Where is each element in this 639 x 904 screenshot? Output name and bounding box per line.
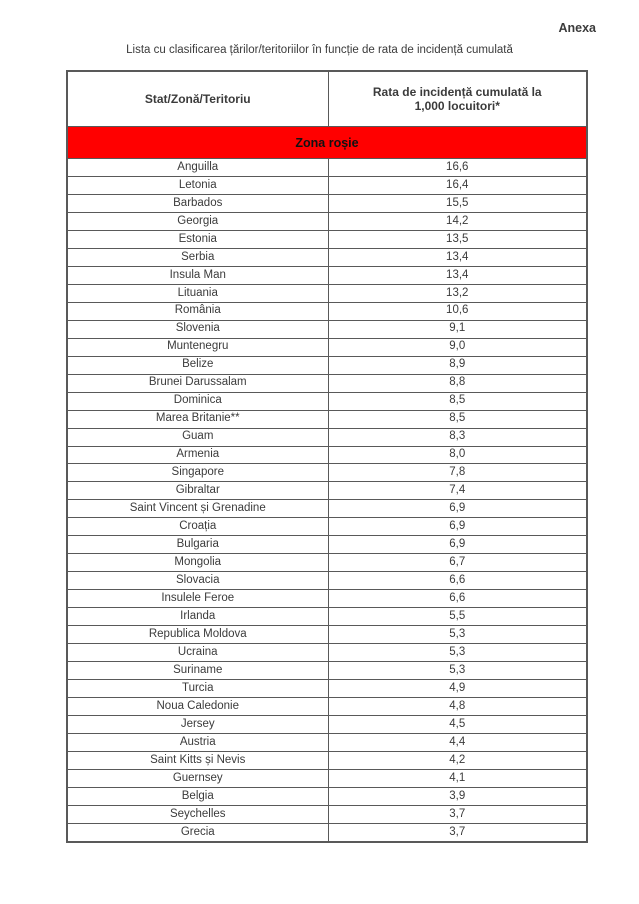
table-row: [67, 518, 587, 536]
zone-band-row: [67, 127, 587, 159]
rate-cell: 8,5: [328, 410, 587, 428]
country-cell: Bulgaria: [67, 536, 328, 554]
rate-cell: 6,9: [328, 536, 587, 554]
table-row: [67, 176, 587, 194]
red-zone-band: Zona roșie: [67, 127, 587, 159]
rate-cell: 3,7: [328, 823, 587, 841]
rate-cell: 3,7: [328, 805, 587, 823]
country-cell: Mongolia: [67, 554, 328, 572]
country-cell: Letonia: [67, 176, 328, 194]
country-cell: Brunei Darussalam: [67, 374, 328, 392]
rate-cell: 6,6: [328, 590, 587, 608]
country-cell: Serbia: [67, 248, 328, 266]
country-cell: Saint Kitts și Nevis: [67, 751, 328, 769]
table-row: [67, 608, 587, 626]
country-cell: Belize: [67, 356, 328, 374]
table-row: [67, 320, 587, 338]
rate-cell: 14,2: [328, 212, 587, 230]
table-row: [67, 302, 587, 320]
country-cell: Austria: [67, 734, 328, 752]
table-row: [67, 392, 587, 410]
rate-cell: 13,2: [328, 284, 587, 302]
rate-cell: 6,7: [328, 554, 587, 572]
rate-cell: 3,9: [328, 787, 587, 805]
rate-cell: 8,8: [328, 374, 587, 392]
country-cell: Suriname: [67, 662, 328, 680]
rate-cell: 10,6: [328, 302, 587, 320]
country-cell: Seychelles: [67, 805, 328, 823]
rate-cell: 6,6: [328, 572, 587, 590]
table-row: [67, 500, 587, 518]
table-row: [67, 716, 587, 734]
table-row: [67, 590, 587, 608]
rate-cell: 8,3: [328, 428, 587, 446]
country-cell: Marea Britanie**: [67, 410, 328, 428]
table-row: [67, 159, 587, 177]
rate-cell: 16,6: [328, 159, 587, 177]
country-cell: Insulele Feroe: [67, 590, 328, 608]
country-cell: Turcia: [67, 680, 328, 698]
table-row: [67, 266, 587, 284]
table-row: [67, 662, 587, 680]
country-cell: Armenia: [67, 446, 328, 464]
rate-cell: 4,2: [328, 751, 587, 769]
table-row: [67, 554, 587, 572]
country-cell: Republica Moldova: [67, 626, 328, 644]
column-header-rate: Rata de incidență cumulată la 1,000 locuitori*: [328, 71, 587, 127]
table-row: [67, 823, 587, 841]
country-cell: Irlanda: [67, 608, 328, 626]
table-row: [67, 194, 587, 212]
page-title: Lista cu clasificarea țărilor/teritoriilor în funcție de rata de incidență cumulată: [126, 44, 513, 56]
country-cell: Estonia: [67, 230, 328, 248]
country-cell: Slovenia: [67, 320, 328, 338]
table-row: [67, 230, 587, 248]
table-row: [67, 428, 587, 446]
table-row: [67, 787, 587, 805]
table-row: [67, 410, 587, 428]
country-cell: Dominica: [67, 392, 328, 410]
country-cell: Noua Caledonie: [67, 698, 328, 716]
rate-cell: 7,8: [328, 464, 587, 482]
country-cell: Guam: [67, 428, 328, 446]
country-cell: Guernsey: [67, 769, 328, 787]
rate-cell: 13,5: [328, 230, 587, 248]
table-row: [67, 572, 587, 590]
table-row: [67, 446, 587, 464]
rate-cell: 8,0: [328, 446, 587, 464]
country-cell: Barbados: [67, 194, 328, 212]
table-row: [67, 769, 587, 787]
column-header-country: Stat/Zonă/Teritoriu: [67, 71, 328, 127]
rate-cell: 9,1: [328, 320, 587, 338]
annex-label: Anexa: [558, 21, 596, 35]
country-cell: Saint Vincent și Grenadine: [67, 500, 328, 518]
rate-cell: 6,9: [328, 518, 587, 536]
country-cell: Belgia: [67, 787, 328, 805]
table-row: [67, 374, 587, 392]
table-header: [67, 71, 587, 159]
rate-cell: 13,4: [328, 266, 587, 284]
country-cell: Gibraltar: [67, 482, 328, 500]
rate-cell: 5,3: [328, 662, 587, 680]
table-row: [67, 464, 587, 482]
table-row: [67, 626, 587, 644]
rate-cell: 7,4: [328, 482, 587, 500]
header-row: [67, 71, 587, 127]
rate-cell: 4,1: [328, 769, 587, 787]
table-row: [67, 356, 587, 374]
rate-cell: 5,3: [328, 626, 587, 644]
table-row: [67, 212, 587, 230]
country-cell: Lituania: [67, 284, 328, 302]
country-cell: Muntenegru: [67, 338, 328, 356]
rate-cell: 6,9: [328, 500, 587, 518]
country-cell: Singapore: [67, 464, 328, 482]
rate-cell: 16,4: [328, 176, 587, 194]
rate-cell: 4,9: [328, 680, 587, 698]
table-row: [67, 248, 587, 266]
table-row: [67, 284, 587, 302]
rate-cell: 5,5: [328, 608, 587, 626]
country-cell: Georgia: [67, 212, 328, 230]
incidence-table: [66, 70, 588, 843]
country-cell: Croația: [67, 518, 328, 536]
rate-cell: 15,5: [328, 194, 587, 212]
rate-cell: 8,9: [328, 356, 587, 374]
table-row: [67, 680, 587, 698]
country-cell: Ucraina: [67, 644, 328, 662]
table-row: [67, 644, 587, 662]
country-cell: Anguilla: [67, 159, 328, 177]
rate-cell: 8,5: [328, 392, 587, 410]
table-row: [67, 805, 587, 823]
country-cell: România: [67, 302, 328, 320]
country-cell: Slovacia: [67, 572, 328, 590]
country-cell: Grecia: [67, 823, 328, 841]
rate-cell: 13,4: [328, 248, 587, 266]
table-row: [67, 698, 587, 716]
table-row: [67, 536, 587, 554]
rate-cell: 4,4: [328, 734, 587, 752]
table-row: [67, 734, 587, 752]
rate-cell: 9,0: [328, 338, 587, 356]
table-row: [67, 482, 587, 500]
table-row: [67, 751, 587, 769]
table-body: [67, 159, 587, 842]
rate-cell: 4,5: [328, 716, 587, 734]
rate-cell: 5,3: [328, 644, 587, 662]
rate-cell: 4,8: [328, 698, 587, 716]
country-cell: Insula Man: [67, 266, 328, 284]
table-row: [67, 338, 587, 356]
country-cell: Jersey: [67, 716, 328, 734]
